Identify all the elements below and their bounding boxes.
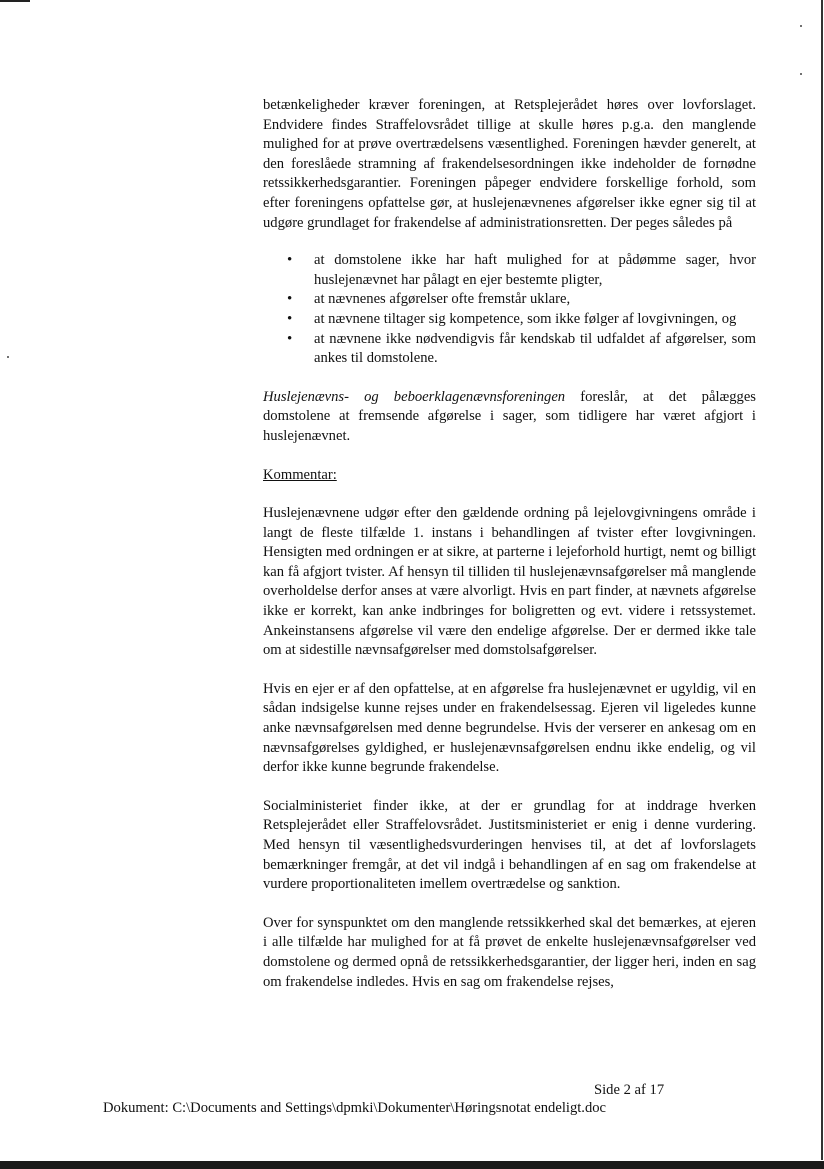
page-number: Side 2 af 17 (594, 1082, 665, 1098)
org-proposal-text: foreslår, at det pålægges domstolene at fremsende afgørelse i sager, som tidligere har været afgjort i huslejenævnet. (263, 388, 756, 444)
scan-speck (7, 356, 9, 358)
list-item: • at nævnene ikke nødvendigvis får kendskab til udfaldet af afgørelser, som ankes til domstolene. (287, 330, 756, 369)
list-item: • at domstolene ikke har haft mulighed for at pådømme sager, hvor huslejenævnet har pålagt en ejer bestemte pligter, (287, 251, 756, 290)
comment-paragraph: Socialministeriet finder ikke, at der er grundlag for at inddrage hverken Retsplejerådet eller Straffelovsrådet. Justitsministeriet er enig i denne vurdering. Med hensyn til væsentlighedsvurderingen henvises til, at det af lovforslagets bemærkninger fremgår, at det vil indgå i behandlingen af en sag om frakendelse at vurdere proportionaliteten imellem overtrædelse og sanktion. (263, 797, 756, 893)
comment-paragraph: Over for synspunktet om den manglende retssikkerhed skal det bemærkes, at ejeren i alle tilfælde har mulighed for at få prøvet de enkelte huslejenævnsafgørelser ved domstolene og dermed opnå de retssikkerhedsgarantier, der ligger heri, inden en sag om frakendelse indledes. Hvis en sag om frakendelse rejses, (263, 914, 756, 990)
org-proposal-paragraph (263, 388, 756, 447)
document-body (263, 96, 756, 992)
comment-paragraph: Hvis en ejer er af den opfattelse, at en afgørelse fra huslejenævnet er ugyldig, vil en sådan indsigelse kunne rejses under en frakendelsessag. Ejeren vil ligeledes kunne anke nævnsafgørelsen med denne begrundelse. Hvis der verserer en ankesag om en nævnsafgørelses gyldighed, er huslejenævnsafgørelsen endnu ikke endelig, og vil derfor ikke kunne begrunde frakendelse. (263, 680, 756, 776)
list-item: • at nævnenes afgørelser ofte fremstår uklare, (287, 290, 756, 310)
intro-paragraph: betænkeligheder kræver foreningen, at Retsplejerådet høres over lovforslaget. Endvidere findes Straffelovsrådet tillige at skulle høres p.g.a. den manglende mulighed for at prøve overtrædelsens væsentlighed. Foreningen hævder generelt, at den foreslåede stramning af frakendelsesordningen ikke indeholder de fornødne retssikkerhedsgarantier. Foreningen påpeger endvidere forskellige forhold, som efter foreningens opfattelse gør, at huslejenævnenes afgørelser ikke egner sig til at udgøre grundlaget for frakendelse af administrationsretten. Der peges således på (263, 97, 756, 231)
scan-edge-right (821, 0, 823, 1160)
scan-speck (800, 25, 802, 27)
section-heading: Kommentar: (263, 466, 337, 483)
scan-edge-top (0, 0, 30, 2)
scan-speck (800, 73, 802, 75)
objection-list (263, 251, 756, 369)
organization-name: Huslejenævns- og beboerklagenævnsforeningen (263, 388, 566, 405)
document-path: Dokument: C:\Documents and Settings\dpmki\Dokumenter\Høringsnotat endeligt.doc (103, 1100, 607, 1116)
scan-edge-bottom (0, 1161, 824, 1169)
comment-paragraph: Huslejenævnene udgør efter den gældende ordning på lejelovgivningens område i langt de fleste tilfælde 1. instans i behandlingen af tvister efter lovgivningen. Hensigten med ordningen er at sikre, at parterne i lejeforhold hurtigt, nemt og billigt kan få afgjort tvister. Af hensyn til tilliden til huslejenævnsafgørelser må manglende overholdelse derfor anses at være alvorligt. Hvis en part finder, at nævnets afgørelse ikke er korrekt, kan anke indbringes for boligretten og evt. videre i retssystemet. Ankeinstansens afgørelse vil være den endelige afgørelse. Der er dermed ikke tale om at sidestille nævnsafgørelser med domstolsafgørelser. (263, 505, 756, 659)
list-item: • at nævnene tiltager sig kompetence, som ikke følger af lovgivningen, og (287, 310, 756, 330)
